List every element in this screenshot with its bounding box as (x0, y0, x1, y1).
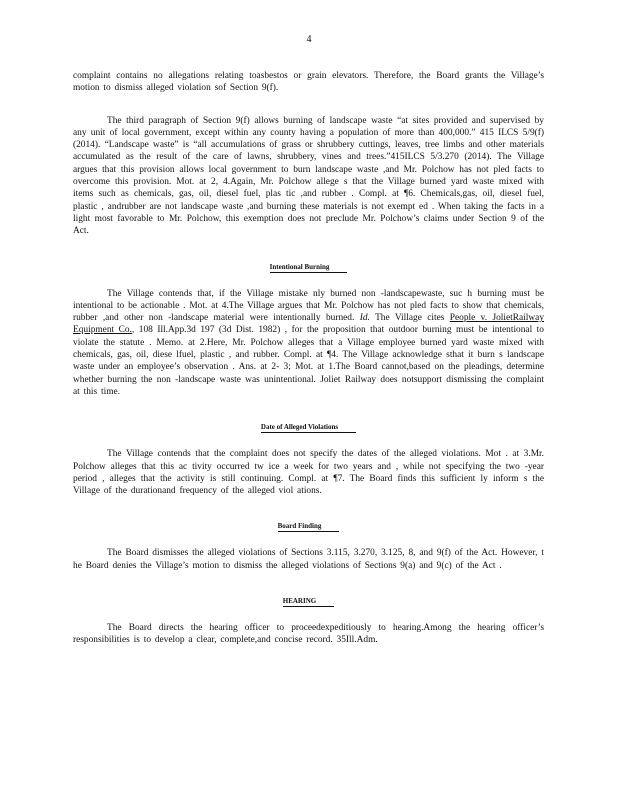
document-body (73, 70, 544, 647)
heading-text: Board Finding (278, 522, 340, 532)
heading-intentional-burning (73, 262, 544, 272)
paragraph-landscape-waste: The third paragraph of Section 9(f) allows burning of landscape waste “at sites provided and supervised by any unit of local government, except within any county having a population of more than 400,000.” 415 ILCS 5/9(f) (2014). “Landscape waste” is “all accumulations of grass or shrubbery cuttings, leaves, tree limbs and other materials accumulated as the result of the care of lawns, shrubbery, vines and trees.”415ILCS 5/3.270 (2014). The Village argues that this provision allows local government to burn landscape waste ,and Mr. Polchow has not pled facts to overcome this provision. Mot. at 2, 4.Again, Mr. Polchow allege s that the Village burned yard waste mixed with items such as chemicals, gas, oil, diesel fuel, plas tic ,and rubber . Compl. at ¶6. Chemicals,gas, oil, diesel fuel, plastic , andrubber are not landscape waste ,and burning these materials is not exempt ed . When taking the facts in a light most favorable to Mr. Polchow, this exemption does not preclude Mr. Polchow’s claims under Section 9 of the Act. (73, 115, 544, 237)
case-citation: People v. JolietRailway Equipment Co. (73, 313, 545, 336)
paragraph-continued: complaint contains no allegations relating toasbestos or grain elevators. Therefore, the Board grants the Village’s motion to dismiss alleged violation sof Section 9(f). (73, 71, 544, 94)
paragraph-intentional-burning (73, 288, 544, 399)
heading-board-finding (73, 521, 544, 531)
text-segment: The Village contends that, if the Village mistake nly burned non -landscapewaste, suc h burning must be intentional to be actionable . Mot. at 4.The Village argues that Mr. Polchow has not pled facts to show that chemicals, rubber ,and other non -landscape material were intentionally burned. (73, 288, 544, 324)
heading-hearing (73, 596, 544, 606)
heading-text: Date of Alleged Violations (261, 423, 356, 433)
text-segment: , 108 Ill.App.3d 197 (3d Dist. 1982) , for the proposition that outdoor burning must be intentional to violate the statute . Memo. at 2.Here, Mr. Polchow alleges that a Village employee burned yard waste mixed with chemicals, gas, oil, diese lfuel, plastic , and rubber. Compl. at ¶4. The Village acknowledge sthat it burn s landscape waste under an employee’s observation . Ans. at 2- 3; Mot. at 1.The Board cannot,based on the pleadings, determine whether burning the non -landscape waste was unintentional. Joliet Railway does notsupport dismissing the complaint at this time. (73, 325, 544, 397)
page-number: 4 (306, 34, 312, 45)
heading-text: HEARING (283, 597, 334, 607)
text-segment: The Village cites (375, 313, 445, 324)
citation-id: Id. (359, 313, 370, 324)
paragraph-date-of-violations: The Village contends that the complaint does not specify the dates of the alleged violations. Mot . at 3.Mr. Polchow alleges that this ac tivity occurred tw ice a week for two years and , while not specifying the two -year period , alleges that the activity is still continuing. Compl. at ¶7. The Board finds this sufficient ly inform s the Village of the durationand frequency of the alleged viol ations. (73, 449, 544, 497)
paragraph-hearing: The Board directs the hearing officer to proceedexpeditiously to hearing.Among the hearing officer’s responsibilities is to develop a clear, complete,and concise record. 35Ill.Adm. (73, 623, 544, 646)
heading-date-of-violations (73, 422, 544, 432)
paragraph-board-finding: The Board dismisses the alleged violations of Sections 3.115, 3.270, 3.125, 8, and 9(f) of the Act. However, t he Board denies the Village’s motion to dismiss the alleged violations of Sections 9(a) and 9(c) of the Act . (73, 548, 544, 571)
heading-text: Intentional Burning (270, 263, 348, 273)
